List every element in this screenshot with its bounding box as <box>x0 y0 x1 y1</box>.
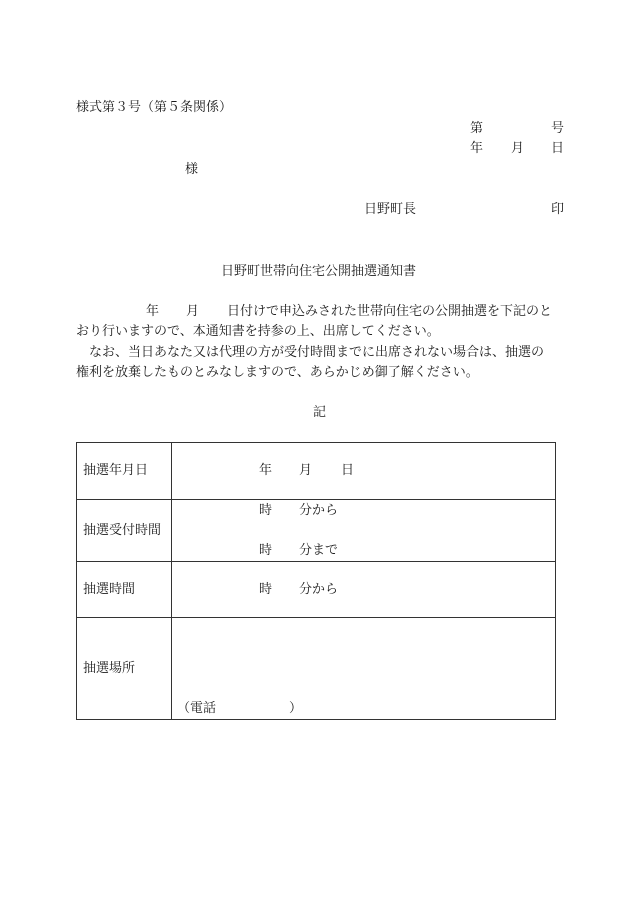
reception-end-hour: 時 <box>259 543 273 558</box>
row-label-lottery-place: 抽選場所 <box>83 661 136 676</box>
date-month: 月 <box>511 141 525 156</box>
body-paragraph1-line1: 日付けで申込みされた世帯向住宅の公開抽選を下記のと <box>227 304 553 319</box>
lottery-date-day: 日 <box>341 463 355 478</box>
document-title: 日野町世帯向住宅公開抽選通知書 <box>221 264 417 279</box>
document-number-prefix: 第 <box>470 121 484 136</box>
date-day: 日 <box>551 141 565 156</box>
recipient-honorific: 様 <box>185 162 199 177</box>
details-table <box>76 442 556 720</box>
body-year: 年 <box>146 304 160 319</box>
ki-heading: 記 <box>313 405 327 420</box>
body-paragraph1-line2: おり行いますので、本通知書を持参の上、出席してください。 <box>76 324 440 339</box>
lottery-time-hour: 時 <box>259 582 273 597</box>
document-number-suffix: 号 <box>551 121 565 136</box>
phone-label-close: ） <box>289 701 303 716</box>
seal-mark: 印 <box>551 202 565 217</box>
row-label-lottery-time: 抽選時間 <box>83 582 136 597</box>
lottery-date-year: 年 <box>259 463 273 478</box>
row-label-reception-time: 抽選受付時間 <box>83 523 162 538</box>
row-label-lottery-date: 抽選年月日 <box>83 463 149 478</box>
table-row-divider <box>77 617 555 618</box>
phone-label-open: （電話 <box>177 701 217 716</box>
reception-end-minute: 分まで <box>299 543 339 558</box>
reception-start-minute: 分から <box>299 503 339 518</box>
table-row-divider <box>77 561 555 562</box>
body-paragraph2-line1: なお、当日あなた又は代理の方が受付時間までに出席されない場合は、抽選の <box>89 345 545 360</box>
lottery-date-month: 月 <box>299 463 313 478</box>
reception-start-hour: 時 <box>259 503 273 518</box>
body-month: 月 <box>186 304 200 319</box>
issuer-name: 日野町長 <box>364 202 417 217</box>
body-paragraph2-line2: 権利を放棄したものとみなしますので、あらかじめ御了解ください。 <box>76 365 479 380</box>
date-year: 年 <box>470 141 484 156</box>
table-column-divider <box>171 443 172 719</box>
table-row-divider <box>77 499 555 500</box>
form-number: 様式第３号（第５条関係） <box>76 100 233 115</box>
lottery-time-minute: 分から <box>299 582 339 597</box>
